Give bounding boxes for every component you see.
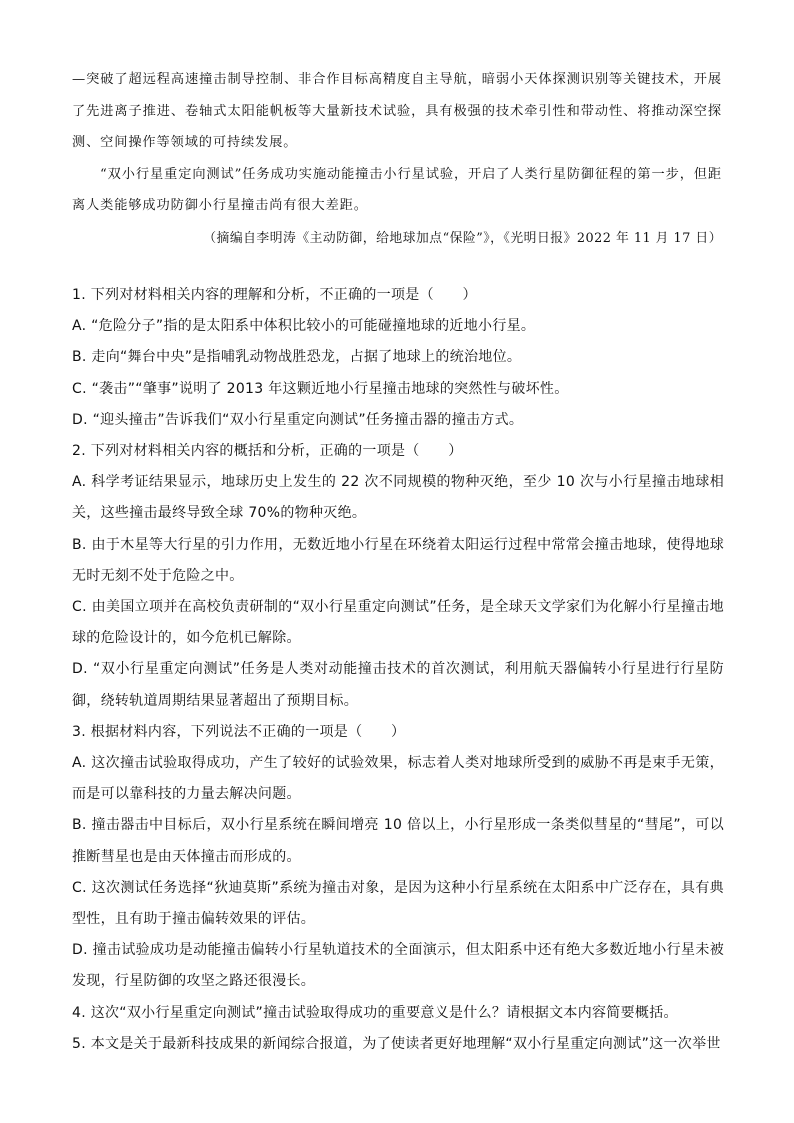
question-5 (72, 1029, 724, 1060)
option-d: D. “双小行星重定向测试”任务是人类对动能撞击技术的首次测试，利用航天器偏转小行星进行行星防御，绕转轨道周期结果显著超出了预期目标。 (72, 661, 724, 709)
question-1 (72, 280, 724, 436)
question-stem: 5. 本文是关于最新科技成果的新闻综合报道，为了使读者更好地理解“双小行星重定向测试”这一次举世 (72, 1035, 721, 1052)
option-b: B. 走向“舞台中央”是指哺乳动物战胜恐龙，占据了地球上的统治地位。 (72, 349, 522, 366)
option-b: B. 撞击器击中目标后，双小行星系统在瞬间增亮 10 倍以上，小行星形成一条类似彗星的“彗尾”，可以推断彗星也是由天体撞击而形成的。 (72, 817, 724, 865)
passage-paragraph-1: —突破了超远程高速撞击制导控制、非合作目标高精度自主导航，暗弱小天体探测识别等关键技术，开展了先进离子推进、卷轴式太阳能帆板等大量新技术试验，具有极强的技术牵引性和带动性、将推动深空探测、空间操作等领域的可持续发展。 (72, 72, 722, 150)
option-b: B. 由于木星等大行星的引力作用，无数近地小行星在环绕着太阳运行过程中常常会撞击地球，使得地球无时无刻不处于危险之中。 (72, 536, 724, 584)
question-stem: 1. 下列对材料相关内容的理解和分析，不正确的一项是（ ） (72, 287, 477, 303)
question-2 (72, 436, 724, 717)
question-list (72, 280, 724, 1060)
option-c: C. 由美国立项并在高校负责研制的“双小行星重定向测试”任务，是全球天文学家们为化解小行星撞击地球的危险设计的，如今危机已解除。 (72, 599, 724, 647)
passage-source: （摘编自李明涛《主动防御，给地球加点“保险”》，《光明日报》2022 年 11 月 17 日） (203, 230, 722, 246)
option-a: A. “危险分子”指的是太阳系中体积比较小的可能碰撞地球的近地小行星。 (72, 318, 536, 335)
option-d: D. 撞击试验成功是动能撞击偏转小行星轨道技术的全面演示，但太阳系中还有绝大多数近地小行星未被发现，行星防御的攻坚之路还很漫长。 (72, 942, 724, 990)
option-a: A. 这次撞击试验取得成功，产生了较好的试验效果，标志着人类对地球所受到的威胁不再是束手无策，而是可以靠科技的力量去解决问题。 (72, 755, 724, 803)
passage-paragraph-2: “双小行星重定向测试”任务成功实施动能撞击小行星试验，开启了人类行星防御征程的第一步，但距离人类能够成功防御小行星撞击尚有很大差距。 (72, 166, 722, 213)
question-3 (72, 717, 724, 998)
reading-passage (72, 64, 722, 256)
question-stem: 3. 根据材料内容，下列说法不正确的一项是（ ） (72, 723, 406, 740)
option-d: D. “迎头撞击”告诉我们“双小行星重定向测试”任务撞击器的撞击方式。 (72, 411, 524, 428)
option-c: C. “袭击”“肇事”说明了 2013 年这颗近地小行星撞击地球的突然性与破坏性。 (72, 380, 569, 397)
option-a: A. 科学考证结果显示，地球历史上发生的 22 次不同规模的物种灭绝，至少 10 次与小行星撞击地球相关，这些撞击最终导致全球 70%的物种灭绝。 (72, 474, 724, 522)
question-4 (72, 998, 724, 1029)
question-stem: 2. 下列对材料相关内容的概括和分析，正确的一项是（ ） (72, 443, 463, 460)
question-stem: 4. 这次“双小行星重定向测试”撞击试验取得成功的重要意义是什么？请根据文本内容简要概括。 (72, 1004, 678, 1021)
option-c: C. 这次测试任务选择“狄迪莫斯”系统为撞击对象，是因为这种小行星系统在太阳系中广泛存在，具有典型性，且有助于撞击偏转效果的评估。 (72, 879, 724, 928)
